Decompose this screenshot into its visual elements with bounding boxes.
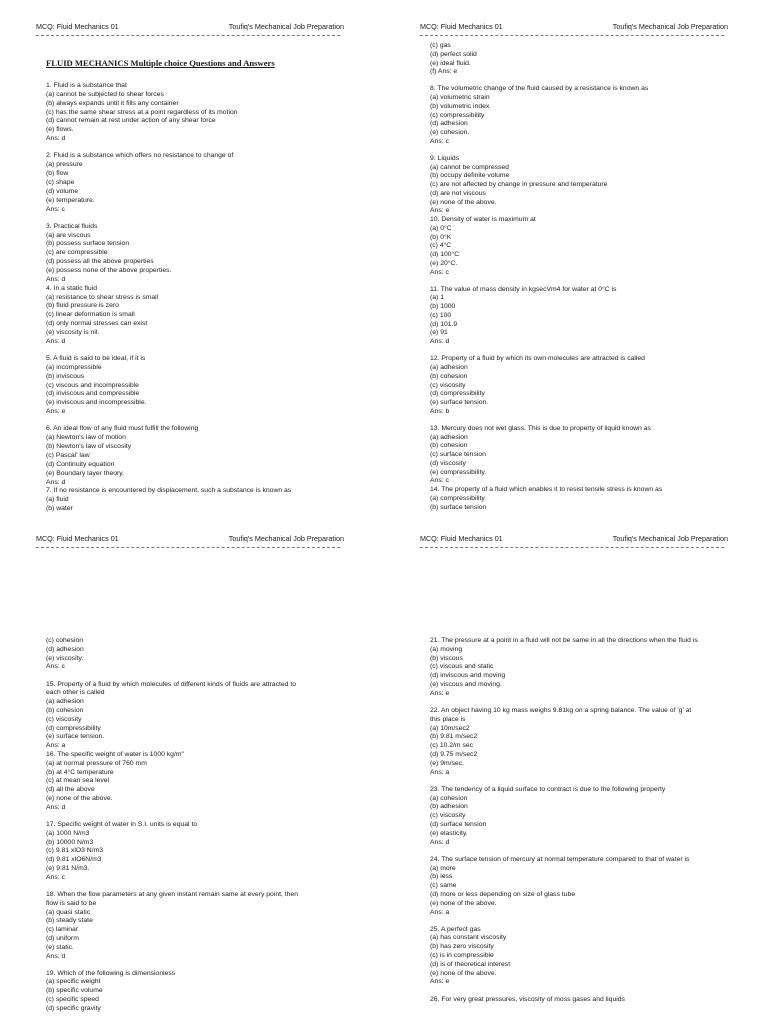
option-line: (a) more — [430, 864, 456, 872]
page-header-left: MCQ: Fluid Mechanics 01 — [36, 22, 119, 31]
page-body — [46, 512, 364, 1024]
option-line: (a) moving — [430, 645, 463, 653]
answer-line: Ans: d — [46, 952, 66, 960]
option-line: (c) surface tension — [430, 451, 486, 459]
option-line: (c) Pascal' law — [46, 451, 90, 459]
question-line: 26. For very great pressures, viscosity of moss gases and liquids — [430, 995, 625, 1003]
option-line: (a) compressibility — [430, 494, 485, 502]
answer-line: Ans: d — [46, 135, 66, 143]
option-line: (e) 91 — [430, 329, 448, 337]
option-line: (d) specific gravity — [46, 1004, 101, 1012]
option-line: (b) less — [430, 873, 453, 881]
option-line: (e) ideal fluid. — [430, 59, 471, 67]
option-line: (a) 1000 N/m3 — [46, 829, 90, 837]
answer-line: Ans: e — [46, 408, 66, 416]
option-line: (a) resistance to shear stress is small — [46, 293, 159, 301]
question-line: 21. The pressure at a point in a fluid will not be same in all the directions when the fluid is — [430, 637, 698, 644]
option-line: (d) surface tension — [430, 820, 487, 828]
option-line: (e) Boundary layer theory. — [46, 469, 125, 477]
option-line: (c) are compressible — [46, 249, 108, 257]
option-line: (a) 0°C — [430, 224, 452, 232]
option-line: (b) 1000 — [430, 303, 456, 311]
option-line: (a) adhesion — [430, 433, 468, 441]
question-line: 13. Mercury does not wet glass. This is due to property of liquid known as — [430, 424, 651, 432]
question-line: 25. A perfect gas — [430, 925, 481, 933]
option-line: (a) 10m/sec2 — [430, 724, 470, 732]
option-line: (d) is of theoretical interest — [430, 960, 511, 968]
option-line: (e) temperature. — [46, 196, 95, 204]
option-line: (d) possess all the above properties — [46, 258, 154, 266]
question-line: 11. The value of mass density in kgsecVm4 for water at 0°C is — [430, 285, 617, 293]
option-line: (d) compressibility — [430, 390, 485, 398]
option-line: (b) surface tension — [430, 503, 487, 511]
option-line: (e) 9m/sec. — [430, 759, 464, 767]
answer-line: Ans: a — [430, 768, 450, 776]
option-line: (c) is in compressible — [430, 952, 494, 959]
document-page-1 — [0, 0, 384, 512]
option-line: (b) adhesion — [430, 803, 468, 811]
answer-line: Ans: a — [46, 742, 66, 750]
option-line: (c) gas — [430, 42, 451, 49]
answer-line: Ans: d — [46, 803, 66, 811]
option-line: (a) adhesion — [430, 364, 468, 371]
question-line: 3. Practical fluids — [46, 222, 98, 230]
option-line: (c) viscosity — [430, 381, 466, 389]
answer-line: Ans: c — [430, 268, 449, 276]
option-line: (b) volumetric index — [430, 102, 490, 110]
option-line: (c) cohesion — [46, 637, 84, 644]
option-line: (a) has constant viscosity — [430, 934, 507, 942]
question-line: 1. Fluid is a substance that — [46, 82, 127, 89]
option-line: (e) 20°C. — [430, 259, 458, 267]
option-line: (c) at mean sea level — [46, 777, 110, 785]
question-line: 18. When the flow parameters at any given instant remain same at every point, then — [46, 890, 298, 898]
option-line: (c) viscous and incompressible — [46, 381, 139, 389]
option-line: (b) cohesion — [430, 372, 468, 380]
answer-line: Ans: d — [46, 478, 66, 486]
option-line: (b) 0°K — [430, 233, 452, 241]
page-header-left: MCQ: Fluid Mechanics 01 — [36, 534, 119, 543]
option-line: (a) pressure — [46, 161, 83, 169]
option-line: (a) at normal pressure of 760 mm — [46, 759, 147, 767]
option-line: (c) viscous and static — [430, 663, 494, 671]
option-line: (d) 9.81 xlO6N/m3 — [46, 856, 102, 864]
answer-line: (f) Ans: e — [430, 68, 458, 76]
option-line: (e) none of the above. — [430, 198, 497, 206]
answer-line: Ans: d — [430, 838, 450, 846]
option-line: (b) 10000 N/m3 — [46, 838, 94, 846]
answer-line: Ans: a — [430, 908, 450, 916]
option-line: (c) compressibility — [430, 111, 485, 119]
option-line: (d) 100°C — [430, 251, 460, 259]
option-line: (b) 9.81 m/sec2 — [430, 733, 478, 741]
option-line: (d) are not viscous — [430, 189, 486, 197]
option-line: (e) none of the above. — [430, 969, 497, 977]
option-line: (e) viscous and moving. — [430, 681, 502, 688]
option-line: (e) elasticity. — [430, 829, 468, 837]
question-line: 22. An object having 10 kg mass weighs 9.81kg on a spring balance. The value of 'g' at — [430, 707, 692, 714]
option-line: (a) 1 — [430, 294, 444, 302]
option-line: (b) steady state — [46, 917, 93, 925]
option-line: (a) cannot be compressed — [430, 163, 509, 171]
option-line: (c) viscosity — [430, 812, 466, 820]
option-line: (c) 100 — [430, 311, 452, 319]
option-line: (e) possess none of the above properties. — [46, 267, 172, 274]
question-line: 16. The specific weight of water is 1000 kg/m" — [46, 751, 184, 758]
question-line: 19. Which of the following is dimensionless — [46, 969, 176, 977]
option-line: (c) 4°C — [430, 242, 452, 250]
page-body — [430, 512, 748, 1024]
option-line: (b) always expands until it fills any container — [46, 99, 179, 107]
option-line: (e) static. — [46, 943, 74, 951]
answer-line: Ans: c — [46, 205, 65, 213]
answer-line: Ans: c — [46, 663, 65, 671]
option-line: (b) viscous — [430, 654, 463, 662]
option-line: (d) 101.9 — [430, 320, 458, 328]
answer-line: Ans: c — [46, 873, 65, 881]
answer-line: Ans: e — [430, 978, 450, 986]
option-line: (b) water — [46, 505, 73, 512]
option-line: (d) viscosity — [430, 459, 466, 467]
option-line: (e) viscosity is nil. — [46, 328, 100, 336]
answer-line: Ans: e — [430, 689, 450, 697]
option-line: (d) volume — [46, 187, 79, 195]
page-header-right: Toufiq's Mechanical Job Preparation — [612, 22, 728, 31]
option-line: (c) are not affected by change in pressure and temperature — [430, 181, 608, 189]
question-line: 23. The tendency of a liquid surface to contract is due to the following property — [430, 785, 666, 793]
option-line: (d) inviscous and moving — [430, 672, 506, 680]
question-line: each other is called — [46, 689, 105, 697]
option-line: (c) laminar — [46, 926, 79, 934]
option-line: (c) linear deformation is small — [46, 311, 135, 319]
option-line: (e) 9.81 N/m3. — [46, 864, 90, 872]
option-line: (d) 9.75 m/sec2 — [430, 751, 478, 758]
option-line: (a) specific weight — [46, 978, 101, 986]
option-line: (c) specific speed — [46, 996, 99, 1003]
option-line: (a) Newton's law of motion — [46, 434, 126, 442]
option-line: (c) viscosity — [46, 715, 82, 723]
option-line: (a) are viscous — [46, 231, 91, 239]
question-line: 4. In a static fluid — [46, 284, 98, 292]
option-line: (b) occupy definite volume — [430, 172, 510, 180]
option-line: (a) cohesion — [430, 794, 468, 802]
page-header-right: Toufiq's Mechanical Job Preparation — [612, 534, 728, 543]
option-line: (d) only normal stresses can exist — [46, 320, 148, 328]
option-line: (d) uniform — [46, 934, 79, 942]
option-line: (e) viscosity. — [46, 654, 84, 662]
option-line: (b) specific volume — [46, 987, 103, 995]
option-line: (e) inviscous and incompressible. — [46, 399, 147, 407]
option-line: (b) flow — [46, 170, 69, 178]
option-line: (c) shape — [46, 178, 75, 186]
option-line: (d) cannot remain at rest under action of any shear force — [46, 117, 216, 125]
page-body — [430, 0, 748, 512]
option-line: (e) flows. — [46, 126, 74, 134]
option-line: (c) same — [430, 882, 457, 890]
option-line: (a) adhesion — [46, 698, 84, 706]
option-line: (d) Continuity equation — [46, 460, 115, 468]
option-line: (d) more or less depending on size of glass tube — [430, 890, 576, 898]
option-line: (e) surface tension. — [46, 733, 105, 741]
option-line: (d) adhesion — [46, 645, 84, 653]
question-line: 6. An ideal flow of any fluid must fulfill the following — [46, 425, 199, 433]
option-line: (a) volumetric strain — [430, 94, 490, 102]
document-page-3 — [0, 512, 384, 1024]
document-page-2 — [384, 0, 768, 512]
option-line: (a) cannot be subjected to shear forces — [46, 90, 164, 98]
option-line: (c) 10.2/m sec — [430, 742, 474, 750]
answer-line: Ans: b — [430, 407, 450, 415]
option-line: (c) 9.81 xlO3 N/m3 — [46, 847, 104, 855]
option-line: (a) fluid — [46, 496, 69, 504]
question-line: 12. Property of a fluid by which its own molecules are attracted is called — [430, 355, 645, 363]
option-line: (b) Newton's law of viscosity — [46, 443, 132, 451]
option-line: (d) adhesion — [430, 120, 468, 128]
question-line: flow is said to be — [46, 899, 97, 907]
answer-line: Ans: d — [430, 338, 450, 346]
question-line: 8. The volumetric change of the fluid caused by a resistance is known as — [430, 85, 649, 93]
answer-line: Ans: c — [430, 477, 449, 485]
answer-line: Ans: d — [46, 337, 66, 345]
question-line: 7. If no resistance is encountered by displacement, such a substance is known as — [46, 487, 292, 495]
option-line: (d) inviscous and compressible — [46, 390, 140, 398]
option-line: (c) has the same shear stress at a point regardless of its motion — [46, 108, 238, 116]
question-line: 17. Specific weight of water in S.I. units is equal to — [46, 820, 198, 828]
question-line: 9. Liquids — [430, 154, 460, 162]
question-line: 24. The surface tension of mercury at normal temperature compared to that of water is — [430, 855, 690, 863]
document-title: FLUID MECHANICS Multiple choice Questions and Answers — [46, 58, 275, 68]
option-line: (a) incompressible — [46, 363, 102, 371]
document-page-4 — [384, 512, 768, 1024]
question-line: 15. Property of a fluid by which molecules of different kinds of fluids are attracted to — [46, 680, 296, 688]
option-line: (e) compressibility. — [430, 468, 487, 476]
option-line: (d) all the above — [46, 786, 95, 794]
page-header-left: MCQ: Fluid Mechanics 01 — [420, 22, 503, 31]
option-line: (b) at 4°C temperature — [46, 768, 114, 776]
answer-line: Ans: c — [430, 137, 449, 145]
question-line: 2. Fluid is a substance which offers no resistance to change of — [46, 152, 234, 160]
question-line: 10. Density of water is maximum at — [430, 216, 536, 224]
question-line: this place is — [430, 715, 466, 723]
option-line: (d) compressibility — [46, 724, 101, 732]
option-line: (e) surface tension. — [430, 399, 489, 406]
answer-line: Ans: d — [46, 275, 66, 283]
option-line: (b) fluid pressure is zero — [46, 302, 119, 310]
option-line: (b) cohesion — [46, 707, 84, 714]
option-line: (b) inviscous — [46, 372, 85, 380]
option-line: (a) quasi static — [46, 908, 91, 916]
question-line: 5. A fluid is said to be ideal, if it is — [46, 355, 146, 362]
page-header-right: Toufiq's Mechanical Job Preparation — [228, 22, 344, 31]
option-line: (e) none of the above. — [430, 899, 497, 907]
option-line: (e) none of the above. — [46, 795, 113, 802]
option-line: (b) possess surface tension — [46, 240, 130, 248]
option-line: (b) has zero viscosity — [430, 943, 494, 951]
option-line: (e) cohesion. — [430, 129, 470, 137]
page-header-right: Toufiq's Mechanical Job Preparation — [228, 534, 344, 543]
option-line: (d) perfect solid — [430, 50, 477, 58]
page-body — [46, 0, 364, 512]
answer-line: Ans: e — [430, 207, 450, 215]
question-line: 14. The property of a fluid which enables it to resist tensile stress is known as — [430, 486, 663, 494]
option-line: (b) cohesion — [430, 442, 468, 450]
page-header-left: MCQ: Fluid Mechanics 01 — [420, 534, 503, 543]
